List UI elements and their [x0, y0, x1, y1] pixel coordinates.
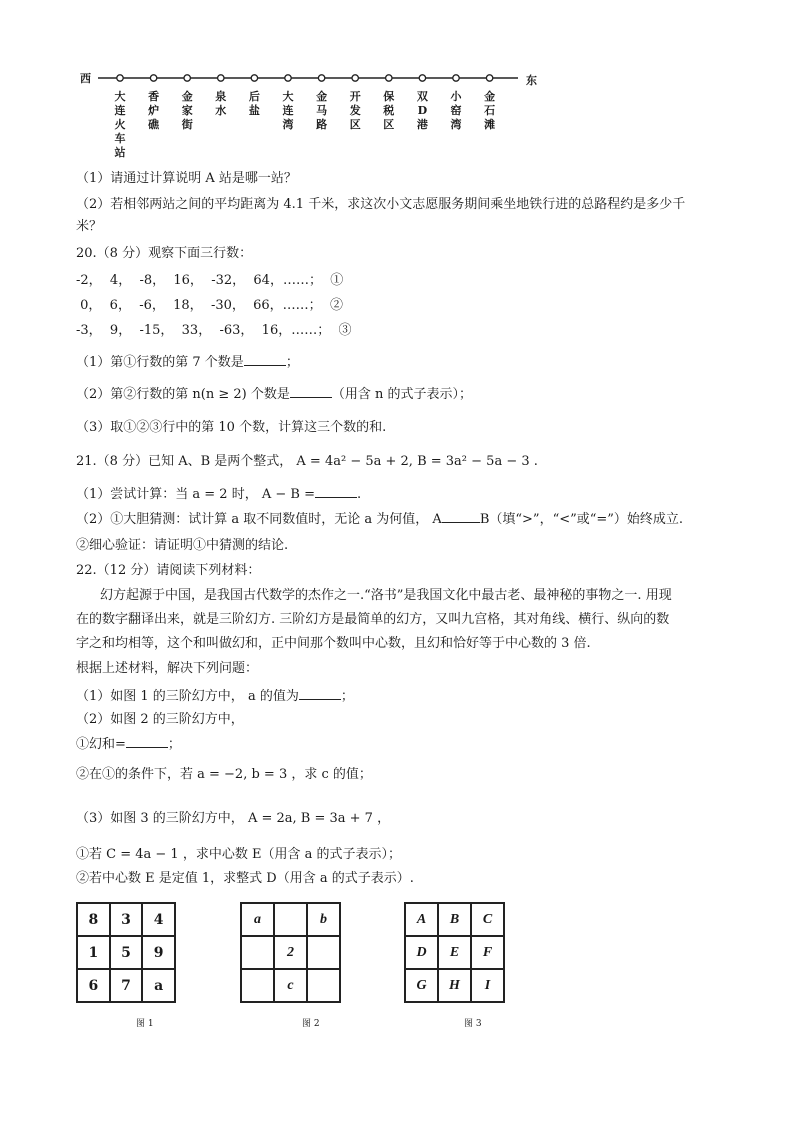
- magic-square-cell: 8: [77, 903, 110, 936]
- magic-square-cell: 6: [77, 969, 110, 1002]
- q20-row2: 0， 6， -6， 18， -30， 66，……； ②: [76, 298, 343, 313]
- station-label: 双D港: [416, 90, 428, 131]
- magic-square-cell: [307, 969, 340, 1002]
- magic-square-figure-2: [240, 902, 341, 1003]
- q19-part2-line1: （2）若相邻两站之间的平均距离为 4.1 千米，求这次小文志愿服务期间乘坐地铁行进的总路程约是多少千: [76, 197, 686, 212]
- magic-square-cell: 2: [274, 936, 307, 969]
- q21-sub1-end: .: [356, 487, 362, 502]
- magic-square-figure-1: [76, 902, 176, 1003]
- q21-sub2-text: （2）①大胆猜测：试计算 a 取不同数值时，无论 a 为何值， A: [76, 512, 442, 527]
- station-dot: [352, 75, 358, 81]
- station-label: 小窑湾: [450, 90, 462, 131]
- magic-square-cell: a: [142, 969, 175, 1002]
- west-label: 西: [80, 72, 91, 85]
- magic-square-cell: H: [438, 969, 471, 1002]
- station-label: 保税区: [383, 90, 395, 131]
- magic-square-cell: b: [307, 903, 340, 936]
- magic-square-cell: E: [438, 936, 471, 969]
- magic-square-cell: 7: [110, 969, 143, 1002]
- q22-sub2-ii: ②在①的条件下，若 a = −2, b = 3 ，求 c 的值；: [76, 767, 372, 782]
- figure-3-caption: 图 3: [464, 1019, 482, 1029]
- answer-blank[interactable]: [126, 735, 168, 748]
- q21-sub2: [76, 510, 683, 529]
- magic-square-cell: c: [274, 969, 307, 1002]
- magic-square-cell: [241, 969, 274, 1002]
- q22-intro: 根据上述材料，解决下列问题：: [76, 661, 259, 676]
- magic-square-cell: a: [241, 903, 274, 936]
- magic-square-cell: 1: [77, 936, 110, 969]
- q21-sub2-end: B（填“>”，“<”或“=”）始终成立.: [479, 512, 684, 527]
- magic-square-cell: 4: [142, 903, 175, 936]
- station-dot: [419, 75, 425, 81]
- answer-blank[interactable]: [299, 687, 341, 700]
- q22-material-line2: 在的数字翻译出来，就是三阶幻方. 三阶幻方是最简单的幻方，又叫九宫格，其对角线、横行、纵向的数: [76, 612, 670, 627]
- q22-material-line3: 字之和均相等，这个和叫做幻和，正中间那个数叫中心数，且幻和恰好等于中心数的 3 倍.: [76, 636, 591, 651]
- q20-sub1: [76, 353, 299, 372]
- q21-sub1-text: （1）尝试计算：当 a = 2 时， A − B =: [76, 487, 315, 502]
- station-dot: [251, 75, 257, 81]
- q20-sub3: （3）取①②③行中的第 10 个数，计算这三个数的和.: [76, 420, 387, 435]
- east-label: 东: [526, 74, 537, 87]
- station-label: 后盐: [248, 90, 260, 117]
- q20-sub1-text: （1）第①行数的第 7 个数是: [76, 355, 244, 370]
- q20-sub1-end: ；: [285, 355, 299, 370]
- magic-square-cell: G: [405, 969, 438, 1002]
- q20-title: 20.（8 分）观察下面三行数：: [76, 246, 253, 261]
- q22-sub1-text: （1）如图 1 的三阶幻方中， a 的值为: [76, 689, 299, 704]
- figure-2-caption: 图 2: [302, 1019, 320, 1029]
- q20-sub2-text: （2）第②行数的第 n(n ≥ 2) 个数是: [76, 387, 290, 402]
- station-dot: [117, 75, 123, 81]
- q22-sub1-end: ；: [340, 689, 354, 704]
- q20-row3: -3， 9， -15， 33， -63， 16，……； ③: [76, 323, 352, 338]
- answer-blank[interactable]: [315, 485, 357, 498]
- station-dot: [318, 75, 324, 81]
- q19-part2-line2: 米？: [76, 219, 103, 234]
- q22-sub1: [76, 687, 354, 706]
- q19-part1: （1）请通过计算说明 A 站是哪一站？: [76, 171, 297, 186]
- magic-square-cell: 9: [142, 936, 175, 969]
- station-label: 金石滩: [484, 90, 496, 131]
- q22-title: 22.（12 分）请阅读下列材料：: [76, 563, 261, 578]
- answer-blank[interactable]: [244, 353, 286, 366]
- q22-sub3-ii: ②若中心数 E 是定值 1，求整式 D（用含 a 的式子表示）.: [76, 871, 414, 886]
- station-label: 大连湾: [282, 90, 294, 131]
- q22-sub2-i: [76, 735, 181, 754]
- answer-blank[interactable]: [290, 385, 332, 398]
- q22-sub3: （3）如图 3 的三阶幻方中， A = 2a, B = 3a + 7 ，: [76, 811, 391, 826]
- station-dot: [453, 75, 459, 81]
- magic-square-figure-3: [404, 902, 505, 1003]
- station-label: 开发区: [349, 90, 361, 131]
- station-dot: [150, 75, 156, 81]
- station-dot: [184, 75, 190, 81]
- magic-square-cell: F: [471, 936, 504, 969]
- magic-square-cell: C: [471, 903, 504, 936]
- station-label: 金马路: [316, 90, 328, 131]
- magic-square-cell: A: [405, 903, 438, 936]
- metro-line: [76, 66, 546, 90]
- answer-blank[interactable]: [442, 510, 480, 523]
- q22-material-line1: 幻方起源于中国，是我国古代数学的杰作之一.“洛书”是我国文化中最古老、最神秘的事物之一. 用现: [100, 588, 672, 603]
- station-dot: [486, 75, 492, 81]
- q20-row1: -2， 4， -8， 16， -32， 64，……； ①: [76, 273, 344, 288]
- figure-1-caption: 图 1: [136, 1019, 154, 1029]
- q22-sub2-i-text: ①幻和=: [76, 737, 126, 752]
- station-dot: [386, 75, 392, 81]
- magic-square-cell: 3: [110, 903, 143, 936]
- q22-sub2-i-end: ；: [167, 737, 181, 752]
- magic-square-cell: B: [438, 903, 471, 936]
- magic-square-cell: [274, 903, 307, 936]
- station-dot: [218, 75, 224, 81]
- station-dot: [285, 75, 291, 81]
- station-label: 香炉礁: [148, 90, 160, 131]
- magic-square-cell: D: [405, 936, 438, 969]
- q21-sub1: [76, 485, 361, 504]
- station-label: 泉水: [215, 90, 227, 117]
- q21-title: 21.（8 分）已知 A、B 是两个整式， A = 4a² − 5a + 2, B = 3a² − 5a − 3 .: [76, 454, 538, 469]
- magic-square-cell: I: [471, 969, 504, 1002]
- magic-square-cell: 5: [110, 936, 143, 969]
- q21-sub2-verify: ②细心验证：请证明①中猜测的结论.: [76, 538, 289, 553]
- station-label: 大连火车站: [114, 90, 126, 159]
- magic-square-cell: [307, 936, 340, 969]
- q20-sub2-end: （用含 n 的式子表示）；: [331, 387, 472, 402]
- station-label: 金家街: [181, 90, 193, 131]
- magic-square-cell: [241, 936, 274, 969]
- q20-sub2: [76, 385, 472, 404]
- q22-sub2: （2）如图 2 的三阶幻方中，: [76, 712, 244, 727]
- q22-sub3-i: ①若 C = 4a − 1 ，求中心数 E（用含 a 的式子表示）；: [76, 847, 401, 862]
